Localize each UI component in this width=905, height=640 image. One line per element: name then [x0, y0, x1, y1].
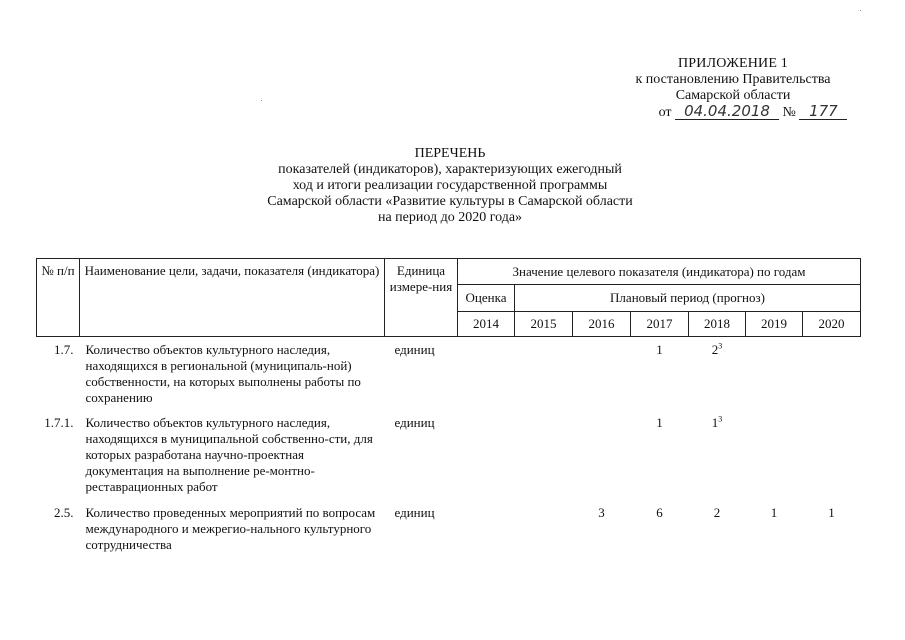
row-name: Количество объектов культурного наследия, находящихся в муниципальной собственно-сти, для которых разработана научно-проектная документация на выполнение ре-монтно-реставрационных работ [85, 415, 373, 494]
header-year-2016: 2016 [573, 312, 631, 337]
value-2016 [573, 337, 631, 410]
header-values-group: Значение целевого показателя (индикатора) по годам [458, 259, 861, 285]
row-unit: единиц [394, 342, 435, 357]
header-year-2018: 2018 [689, 312, 746, 337]
heading-line1: показателей (индикаторов), характеризующих ежегодный [278, 162, 622, 177]
value-2015 [515, 337, 573, 410]
scan-speck [860, 10, 861, 11]
table-row [37, 501, 861, 553]
heading-line3: Самарской области «Развитие культуры в Самарской области [267, 194, 633, 209]
scan-speck [261, 100, 262, 101]
header-year-2020: 2020 [803, 312, 861, 337]
value-2020 [803, 409, 861, 501]
document-title: ПЕРЕЧЕНЬ [414, 146, 486, 161]
value-2014 [458, 337, 515, 410]
value-2019 [746, 409, 803, 501]
value-2014 [458, 409, 515, 501]
header-year-2017: 2017 [631, 312, 689, 337]
value-2015 [515, 409, 573, 501]
appendix-title: ПРИЛОЖЕНИЕ 1 [677, 56, 789, 71]
row-number: 1.7.1. [44, 415, 74, 430]
value-2015 [515, 501, 573, 553]
value-2018: 1 [711, 415, 719, 430]
value-2016 [573, 409, 631, 501]
header-name: Наименование цели, задачи, показателя (индикатора) [80, 259, 385, 337]
value-2018-cell [689, 337, 746, 410]
value-2017: 6 [656, 505, 663, 520]
appendix-line1: к постановлению Правительства [635, 72, 831, 87]
indicators-table [36, 258, 861, 553]
handwritten-number: 177 [799, 104, 847, 120]
table-row [37, 409, 861, 501]
value-2019: 1 [770, 505, 778, 520]
value-2020 [803, 337, 861, 410]
row-number: 1.7. [54, 342, 74, 357]
table-row [37, 337, 861, 410]
number-prefix: № [782, 105, 796, 120]
header-estimate: Оценка [458, 285, 515, 312]
header-year-2014: 2014 [458, 312, 515, 337]
appendix-line2: Самарской области [675, 88, 791, 103]
header-unit: Единица измере-ния [385, 259, 458, 337]
footnote-marker: 3 [718, 414, 723, 424]
document-heading [200, 146, 700, 226]
header-year-2019: 2019 [746, 312, 803, 337]
header-plan-period: Плановый период (прогноз) [515, 285, 861, 312]
handwritten-date: 04.04.2018 [675, 104, 779, 120]
value-2018-cell [689, 409, 746, 501]
date-prefix: от [658, 105, 672, 120]
value-2017: 1 [656, 342, 663, 357]
header-num: № п/п [37, 259, 80, 337]
value-2019 [746, 337, 803, 410]
row-unit: единиц [394, 415, 435, 430]
footnote-marker: 3 [718, 341, 723, 351]
header-year-2015: 2015 [515, 312, 573, 337]
value-2014 [458, 501, 515, 553]
value-2018: 2 [713, 505, 721, 520]
row-unit: единиц [394, 505, 435, 520]
value-2020: 1 [828, 505, 835, 520]
value-2017: 1 [656, 415, 663, 430]
appendix-block [600, 56, 866, 121]
value-2018: 2 [711, 342, 719, 357]
appendix-signature-line [600, 104, 866, 121]
row-number: 2.5. [54, 505, 74, 520]
heading-line2: ход и итоги реализации государственной программы [292, 178, 608, 193]
row-name: Количество проведенных мероприятий по вопросам международного и межрегио-нального культурного сотрудничества [85, 505, 376, 552]
value-2016: 3 [598, 505, 605, 520]
row-name: Количество объектов культурного наследия, находящихся в региональной (муниципаль-ной) собственности, на которых выполнены работы по сохранению [85, 342, 361, 405]
heading-line4: на период до 2020 года» [377, 210, 523, 225]
